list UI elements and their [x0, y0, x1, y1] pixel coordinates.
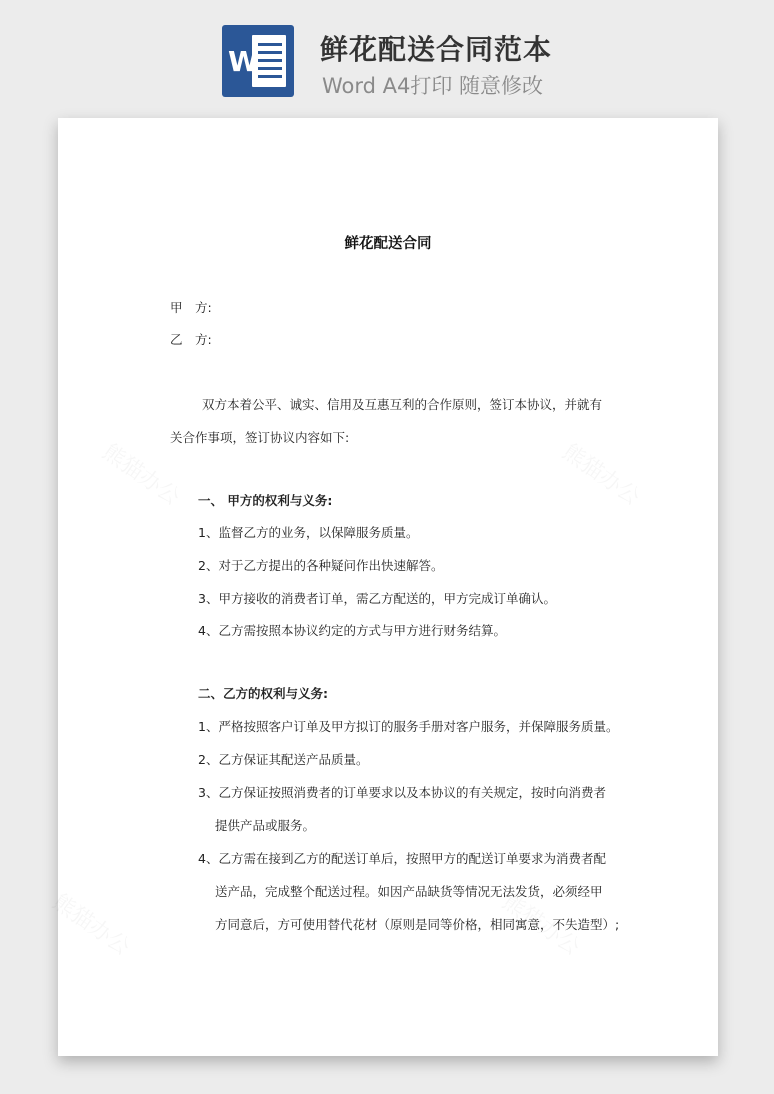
word-icon — [222, 25, 294, 97]
word-icon-letter: W — [228, 45, 259, 78]
document-title: 鲜花配送合同 — [344, 236, 432, 252]
list-item: 2、乙方保证其配送产品质量。 — [198, 752, 369, 767]
watermark — [557, 436, 647, 512]
list-item: 3、乙方保证按照消费者的订单要求以及本协议的有关规定，按时向消费者 — [198, 785, 606, 800]
list-item: 1、监督乙方的业务，以保障服务质量。 — [198, 525, 419, 540]
intro-paragraph-line: 双方本着公平、诚实、信用及互惠互利的合作原则，签订本协议，并就有 — [202, 397, 603, 412]
section-heading: 一、 甲方的权利与义务: — [198, 493, 333, 508]
watermark — [97, 436, 187, 512]
list-item-continuation: 方同意后，方可使用替代花材（原则是同等价格，相同寓意，不失造型）; — [215, 917, 620, 932]
list-item: 2、对于乙方提出的各种疑问作出快速解答。 — [198, 558, 444, 573]
list-item: 1、严格按照客户订单及甲方拟订的服务手册对客户服务，并保障服务质量。 — [198, 719, 619, 734]
page-title: 鲜花配送合同范本 — [320, 33, 553, 66]
watermark — [47, 886, 137, 962]
list-item: 4、乙方需按照本协议约定的方式与甲方进行财务结算。 — [198, 623, 506, 638]
section-heading: 二、乙方的权利与义务: — [198, 686, 328, 701]
list-item-continuation: 送产品，完成整个配送过程。如因产品缺货等情况无法发货，必须经甲 — [215, 884, 603, 899]
list-item: 4、乙方需在接到乙方的配送订单后，按照甲方的配送订单要求为消费者配 — [198, 851, 606, 866]
intro-paragraph-line: 关合作事项，签订协议内容如下: — [170, 430, 350, 445]
page-subtitle: Word A4打印 随意修改 — [322, 74, 544, 98]
party-a-line: 甲 方: — [170, 300, 212, 315]
party-b-line: 乙 方: — [170, 332, 212, 347]
banner-header — [0, 0, 774, 110]
list-item-continuation: 提供产品或服务。 — [215, 818, 316, 833]
document-page — [58, 118, 718, 1056]
list-item: 3、甲方接收的消费者订单，需乙方配送的，甲方完成订单确认。 — [198, 591, 556, 606]
